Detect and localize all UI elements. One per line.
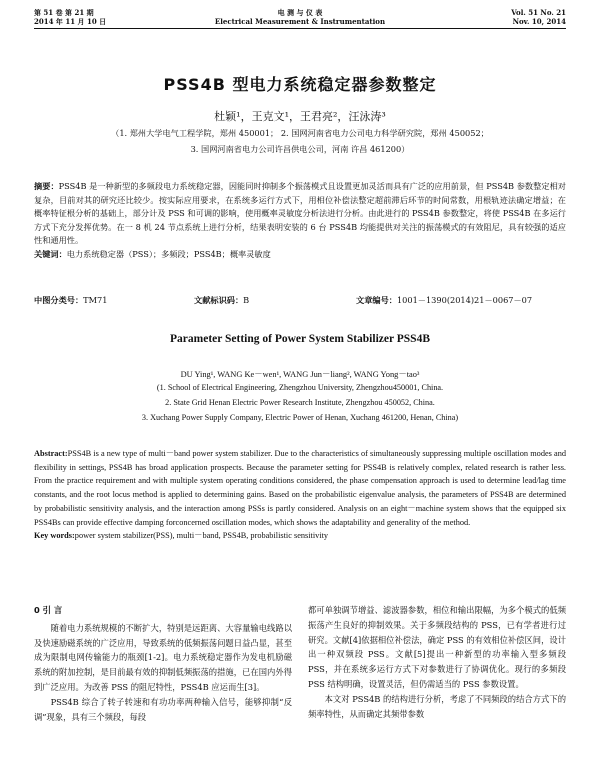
clc-number [34, 295, 107, 306]
volume-issue-cn: 第 51 卷 第 21 期 [34, 8, 94, 17]
keywords-cn: 电力系统稳定器（PSS）；多频段；PSS4B；概率灵敏度 [66, 248, 271, 259]
body-column-right [308, 603, 566, 721]
body-column-left [34, 603, 292, 724]
keywords-en: power system stabilizer(PSS), multi－band, PSS4B, probabilistic sensitivity [74, 531, 329, 541]
keywords-label-en: Key words: [34, 531, 75, 541]
abstract-en [34, 447, 566, 543]
journal-name [0, 8, 600, 26]
volume-issue-en: Vol. 51 No. 21 [511, 8, 566, 17]
body-paragraph-4: 本文对 PSS4B 的结构进行分析，考虑了不同频段的结合方式下的频率特性，从而确定其频带参数 [308, 693, 566, 719]
classification-line [34, 295, 566, 309]
journal-volume-en [511, 8, 566, 26]
affiliation-line-2-en: 2. State Grid Henan Electric Power Research Institute, Zhengzhou 450052, China. [165, 398, 435, 407]
body-paragraph-3: 都可单独调节增益、滤波器参数，相位和输出限幅，为多个模式的低频振荡产生良好的抑制效果。关于多频段结构的 PSS，已有学者进行过研究。文献[4]依据相位补偿法，确定 PSS 的有效相位补偿区间，设计出一种双频段 PSS。文献[5]提出一种新型的功率输入型多频段 PSS，并在系统多运行方式下对参数进行了协调优化。现行的多频段 PSS 结构明确，设置灵活，但仍需适当的 PSS 参数设置。 [308, 605, 566, 689]
publish-date-cn: 2014 年 11 月 10 日 [34, 17, 107, 26]
affiliation-line-1-en: (1. School of Electrical Engineering, Zhengzhou University, Zhengzhou450001, China. [156, 383, 444, 392]
journal-name-en: Electrical Measurement & Instrumentation [214, 17, 386, 26]
abstract-text-en: PSS4B is a new type of multi－band power system stabilizer. Due to the characteristics of simultaneously suppressing multiple oscillation modes and flexibility in settings, PSS4B has broad application prospects. Because the parameter setting for PSS4B is relatively complex, related research is rather less. From the practice requirement and with multiple system operating conditions considered, the phase compensation approach is used to determine lead/lag time constants, and the root locus method is applied to determining gains. Based on the probabilistic eigenvalue analysis, the parameters of PSS4B are determined by probabilistic sensitivity analysis, and the interaction among PSSs is partly considered. Analysis on an eight－machine system shows that the equipped six PSS4Bs can provide effective damping forconcerned oscillation modes, which shows the adaptability and generality of the method. [34, 449, 566, 527]
abstract-text-cn: PSS4B 是一种新型的多频段电力系统稳定器，因能同时抑制多个振荡模式且设置更加灵活而具有广泛的应用前景，但 PSS4B 参数整定相对复杂，目前对其的研究还比较少。按实际应用要求，在系统多运行方式下，用相位补偿法整定超前滞后环节的时间常数，用根轨迹法确定增益；在概率特征根分析的基础上，部分计及 PSS 和可调的影响，使用概率灵敏度分析法进行分析。由此进行的 PSS4B 参数整定，将使 PSS4B 在多运行方式下充分发挥优势。在一 8 机 24 节点系统上进行分析，结果表明安装的 6 台 PSS4B 均能提供对关注的振荡模式的有效阻尼，具有较强的适应性和通用性。 [34, 181, 566, 246]
body-paragraph-2: PSS4B 综合了转子转速和有功功率两种输入信号，能够抑制“反调”现象，具有三个频段，每段 [34, 696, 292, 722]
header-rule [34, 28, 566, 29]
abstract-label-cn: 摘要： [34, 181, 59, 191]
author-list-en: DU Ying¹, WANG Ke－wen¹, WANG Jun－liang², WANG Yong－tao³ [180, 370, 420, 379]
clc-label: 中图分类号： [34, 295, 84, 305]
article-number [356, 295, 532, 306]
paper-title-en: Parameter Setting of Power System Stabilizer PSS4B [170, 333, 430, 345]
affiliation-line-2-cn: 3. 国网河南省电力公司许昌供电公司，河南 许昌 461200） [190, 144, 410, 154]
doc-label: 文献标识码： [194, 295, 244, 305]
body-paragraph-1: 随着电力系统规模的不断扩大，特别是远距离、大容量输电线路以及快速励磁系统的广泛应用，导致系统的低频振荡问题日益凸显，甚至成为限制电网传输能力的瓶颈[1-2]。电力系统稳定器作为发电机励磁系统的附加控制，是目前最有效的抑制低频振荡的措施，已在国内外得到广泛应用。为改善 PSS 的阻尼特性，PSS4B 应运而生[3]。 [34, 622, 292, 692]
author-list-cn: 杜颖¹，王克文¹，王君亮²，汪泳涛³ [214, 110, 386, 123]
paper-title-cn: PSS4B 型电力系统稳定器参数整定 [163, 75, 437, 94]
article-label: 文章编号： [356, 295, 397, 305]
keywords-label-cn: 关键词： [34, 248, 67, 259]
affiliation-line-1-cn: （1. 郑州大学电气工程学院，郑州 450001； 2. 国网河南省电力公司电力科学研究院，郑州 450052； [111, 128, 489, 138]
clc-value: TM71 [83, 295, 108, 305]
abstract-label-en: Abstract: [34, 449, 68, 458]
document-code [194, 295, 249, 306]
article-value: 1001－1390(2014)21－0067－07 [396, 295, 533, 305]
doc-value: B [243, 295, 250, 305]
journal-name-cn: 电 测 与 仪 表 [277, 8, 323, 17]
section-heading-introduction: 0 引 言 [34, 605, 63, 615]
abstract-cn [34, 180, 566, 262]
publish-date-en: Nov. 10, 2014 [512, 17, 566, 26]
affiliation-line-3-en: 3. Xuchang Power Supply Company, Electric Power of Henan, Xuchang 461200, Henan, China) [141, 413, 459, 422]
